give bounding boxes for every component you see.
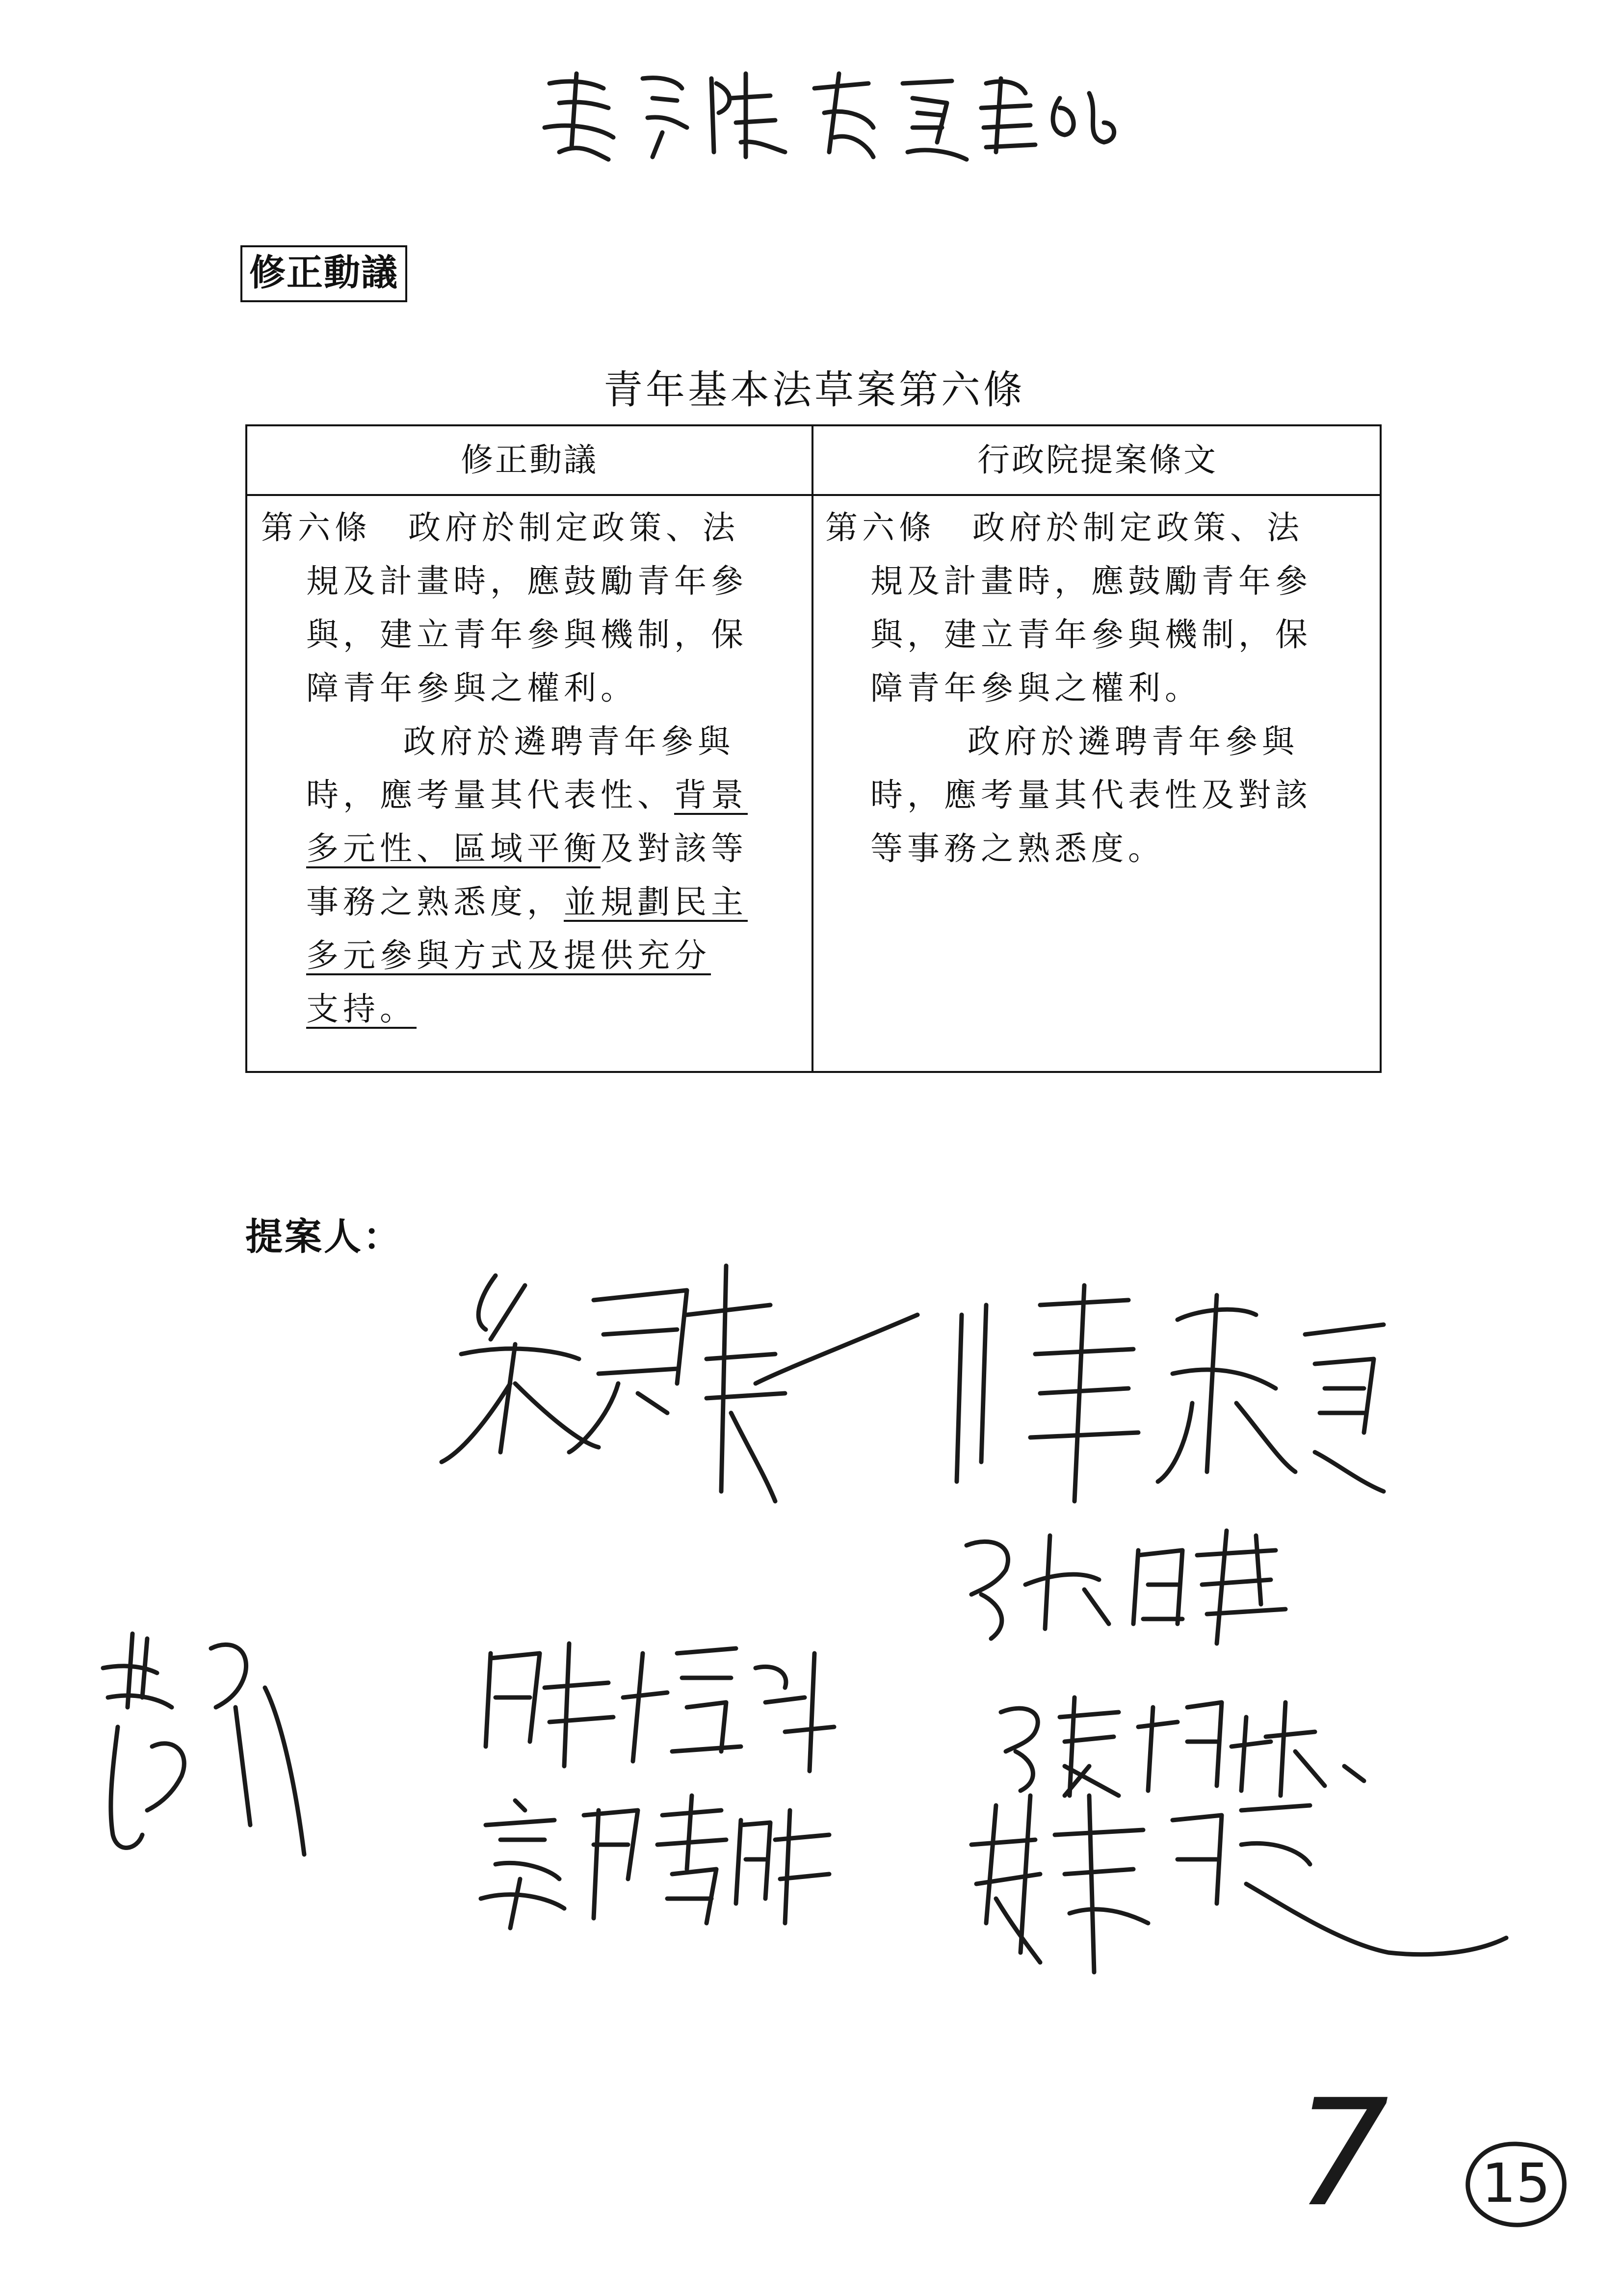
executive-line: 障青年參與之權利。 <box>870 669 1202 707</box>
amendment-line <box>261 929 806 982</box>
amendment-line: 政府於遴聘青年參與 <box>403 723 734 760</box>
column-header-executive: 行政院提案條文 <box>977 441 1218 479</box>
motion-label: 修正動議 <box>240 245 407 302</box>
signature-3 <box>952 1516 1335 1653</box>
column-header-amendment: 修正動議 <box>461 441 598 479</box>
amendment-text: 事務之熟悉度， <box>306 883 564 921</box>
executive-line: 規及計畫時，應鼓勵青年參 <box>870 562 1312 600</box>
signature-1 <box>432 1256 932 1560</box>
comparison-table <box>245 424 1382 1073</box>
signature-2 <box>942 1276 1403 1511</box>
executive-line: 第六條 政府於制定政策、法 <box>825 509 1304 547</box>
signature-6 <box>466 1781 839 1938</box>
table-title: 青年基本法草案第六條 <box>603 367 1025 413</box>
handwritten-header-note <box>530 54 1148 167</box>
signature-7 <box>967 1776 1516 1992</box>
executive-line: 與，建立青年參與機制，保 <box>870 616 1312 653</box>
table-header-row <box>247 426 1380 496</box>
executive-line: 時，應考量其代表性及對該 <box>870 776 1312 814</box>
amendment-added-text: 支持。 <box>306 990 417 1028</box>
amendment-line: 障青年參與之權利。 <box>306 669 637 707</box>
signature-8 <box>88 1619 343 1894</box>
amendment-text: 時，應考量其代表性、 <box>306 776 674 814</box>
amendment-line <box>261 768 806 822</box>
signature-4 <box>471 1624 844 1786</box>
amendment-added-text: 多元參與方式及提供充分 <box>306 937 711 974</box>
amendment-line: 第六條 政府於制定政策、法 <box>261 509 739 547</box>
amendment-added-text: 背景 <box>674 776 748 814</box>
amendment-cell <box>261 496 806 1036</box>
amendment-added-text: 並規劃民主 <box>564 883 748 921</box>
page-mark: 7 <box>1295 2068 1389 2239</box>
amendment-text: 及對該等 <box>601 830 748 867</box>
column-divider <box>812 426 813 1071</box>
amendment-added-text: 多元性、區域平衡 <box>306 830 601 867</box>
amendment-line <box>261 982 806 1036</box>
amendment-line: 規及計畫時，應鼓勵青年參 <box>306 562 748 600</box>
amendment-line <box>261 875 806 929</box>
page-number: 15 <box>1482 2152 1550 2215</box>
proposers-label: 提案人： <box>245 1215 402 1258</box>
executive-line: 等事務之熟悉度。 <box>870 830 1165 867</box>
amendment-line: 與，建立青年參與機制，保 <box>306 616 748 653</box>
executive-cell <box>825 496 1375 875</box>
amendment-line <box>261 822 806 875</box>
executive-line: 政府於遴聘青年參與 <box>968 723 1299 760</box>
